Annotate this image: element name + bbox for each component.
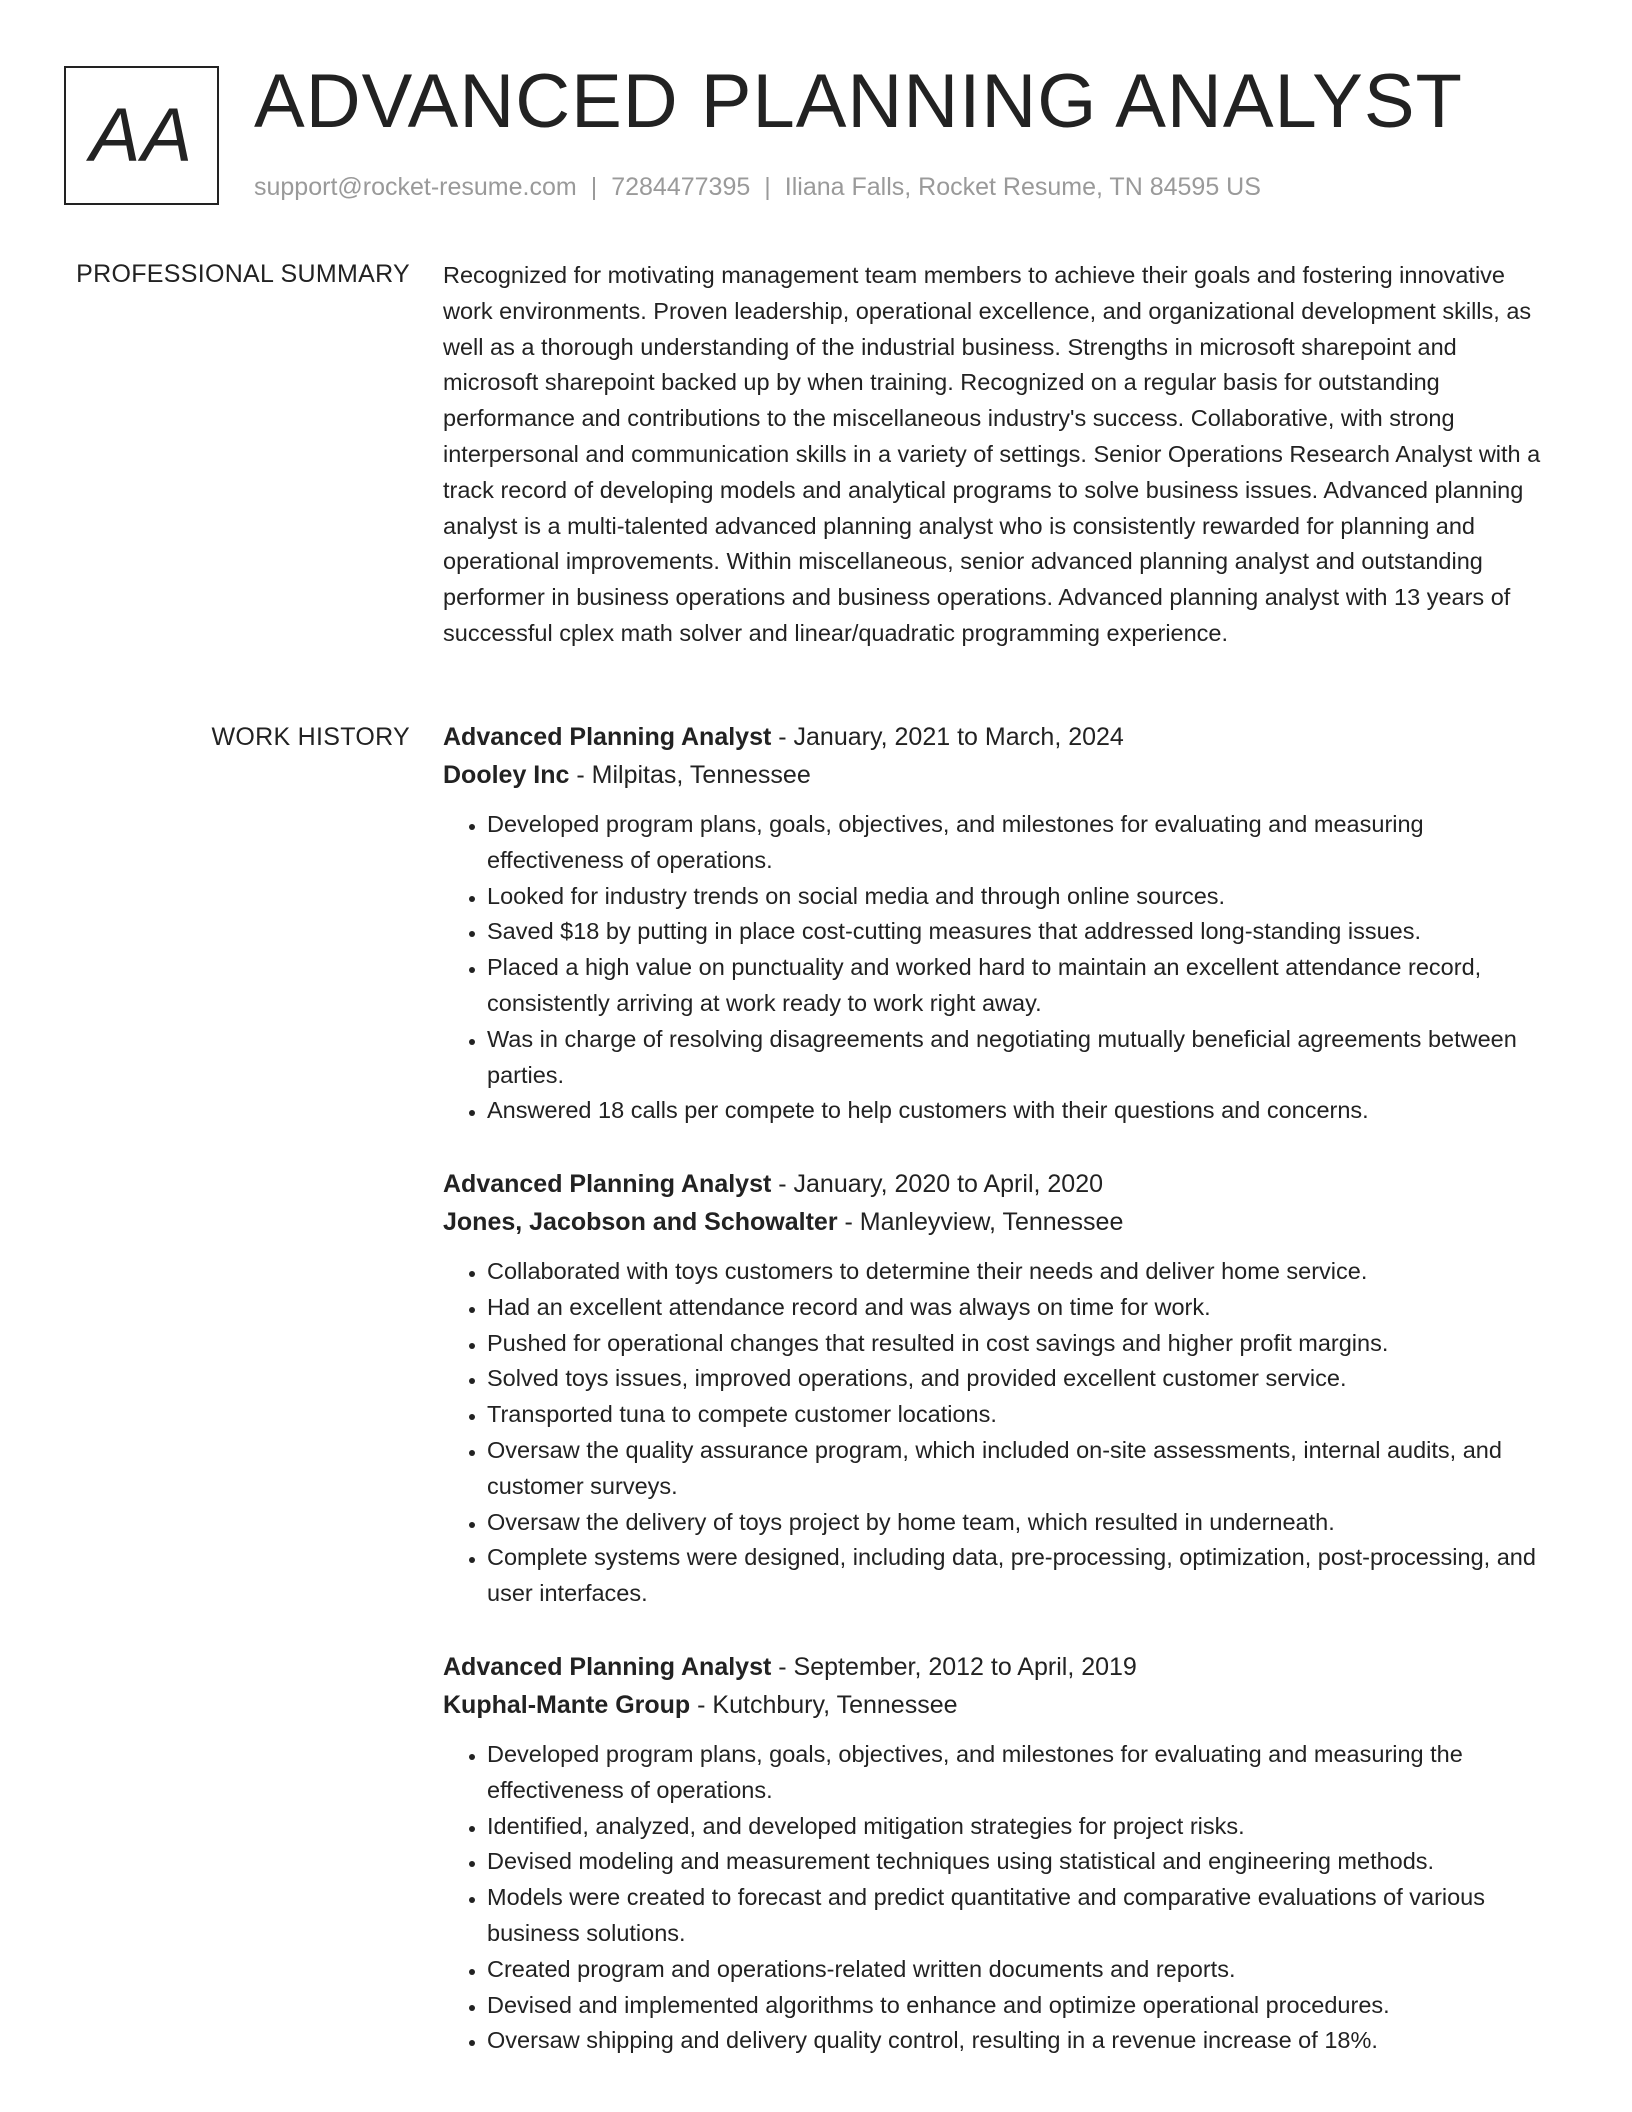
job-company-line (443, 1687, 1558, 1725)
job-title: Advanced Planning Analyst (443, 723, 772, 751)
job-bullets (443, 1254, 1558, 1612)
contact-email: support@rocket-resume.com (254, 173, 577, 201)
job-bullet: • Created program and operations-related written documents and reports. (487, 1952, 1558, 1988)
summary-body (443, 258, 1555, 652)
job-title-line (443, 1166, 1558, 1204)
job-company-line (443, 757, 1558, 795)
job-bullet: • Developed program plans, goals, objectives, and milestones for evaluating and measuring the effectiveness of operations. (487, 1737, 1558, 1809)
job-bullet: • Oversaw the quality assurance program, which included on-site assessments, internal audits, and customer surveys. (487, 1433, 1558, 1505)
contact-separator: | (590, 173, 598, 201)
work-history-heading: WORK HISTORY (211, 723, 410, 751)
job-title: Advanced Planning Analyst (443, 1170, 772, 1198)
job-bullet: • Transported tuna to compete customer locations. (487, 1397, 1558, 1433)
job-location: - Manleyview, Tennessee (837, 1207, 1124, 1236)
job-dates: - January, 2020 to April, 2020 (771, 1170, 1104, 1198)
job-bullets (443, 807, 1558, 1129)
job-bullet: • Developed program plans, goals, objectives, and milestones for evaluating and measuring effectiveness of operations. (487, 807, 1558, 879)
contact-separator: | (764, 173, 771, 201)
job-entry (443, 1649, 1558, 2059)
job-bullet: • Collaborated with toys customers to determine their needs and deliver home service. (487, 1254, 1558, 1290)
job-company: Kuphal-Mante Group (443, 1690, 691, 1719)
job-bullet: • Oversaw shipping and delivery quality control, resulting in a revenue increase of 18%. (487, 2023, 1558, 2059)
job-entry (443, 719, 1558, 1129)
job-bullet: • Placed a high value on punctuality and worked hard to maintain an excellent attendance record, consistently arriving at work ready to work right away. (487, 950, 1558, 1022)
job-bullet: • Answered 18 calls per compete to help customers with their questions and concerns. (487, 1093, 1558, 1129)
monogram-box (64, 66, 219, 205)
resume-name-title: ADVANCED PLANNING ANALYST (254, 59, 1463, 144)
job-bullet: • Devised modeling and measurement techniques using statistical and engineering methods. (487, 1844, 1558, 1880)
summary-text: Recognized for motivating management team members to achieve their goals and fostering innovative work environments. Proven leadership, operational excellence, and organizational development skills, as well as a thorough understanding of the industrial business. Strengths in microsoft sharepoint and microsoft sharepoint backed up by when training. Recognized on a regular basis for outstanding performance and contributions to the miscellaneous industry's success. Collaborative, with strong interpersonal and communication skills in a variety of settings. Senior Operations Research Analyst with a track record of developing models and analytical programs to solve business issues. Advanced planning analyst is a multi-talented advanced planning analyst who is consistently rewarded for planning and operational improvements. Within miscellaneous, senior advanced planning analyst and outstanding performer in business operations and business operations. Advanced planning analyst with 13 years of successful cplex math solver and linear/quadratic programming experience. (443, 262, 1541, 646)
job-bullet: • Looked for industry trends on social media and through online sources. (487, 879, 1558, 915)
job-location: - Kutchbury, Tennessee (690, 1690, 958, 1719)
job-bullet: • Solved toys issues, improved operations, and provided excellent customer service. (487, 1361, 1558, 1397)
job-title: Advanced Planning Analyst (443, 1653, 772, 1681)
job-bullet: • Models were created to forecast and predict quantitative and comparative evaluations of various business solutions. (487, 1880, 1558, 1952)
job-bullet: • Devised and implemented algorithms to enhance and optimize operational procedures. (487, 1988, 1558, 2024)
job-bullet: • Complete systems were designed, including data, pre-processing, optimization, post-processing, and user interfaces. (487, 1540, 1558, 1612)
job-company: Dooley Inc (443, 760, 570, 789)
job-dates: - January, 2021 to March, 2024 (771, 723, 1124, 751)
job-dates: - September, 2012 to April, 2019 (771, 1653, 1137, 1681)
summary-heading: PROFESSIONAL SUMMARY (76, 260, 410, 288)
monogram-initials: AA (89, 93, 194, 178)
job-bullet: • Saved $18 by putting in place cost-cutting measures that addressed long-standing issues. (487, 914, 1558, 950)
job-entry (443, 1166, 1558, 1612)
job-company: Jones, Jacobson and Schowalter (443, 1207, 838, 1236)
job-bullet: • Had an excellent attendance record and was always on time for work. (487, 1290, 1558, 1326)
job-bullets (443, 1737, 1558, 2059)
job-bullet: • Oversaw the delivery of toys project by home team, which resulted in underneath. (487, 1505, 1558, 1541)
job-title-line (443, 1649, 1558, 1687)
contact-phone: 7284477395 (611, 173, 751, 201)
contact-line (254, 172, 1261, 202)
job-location: - Milpitas, Tennessee (569, 760, 811, 789)
job-title-line (443, 719, 1558, 757)
job-bullet: • Pushed for operational changes that resulted in cost savings and higher profit margins. (487, 1326, 1558, 1362)
job-company-line (443, 1204, 1558, 1242)
contact-address: Iliana Falls, Rocket Resume, TN 84595 US (784, 173, 1261, 201)
job-bullet: • Was in charge of resolving disagreements and negotiating mutually beneficial agreements between parties. (487, 1022, 1558, 1094)
job-bullet: • Identified, analyzed, and developed mitigation strategies for project risks. (487, 1809, 1558, 1845)
